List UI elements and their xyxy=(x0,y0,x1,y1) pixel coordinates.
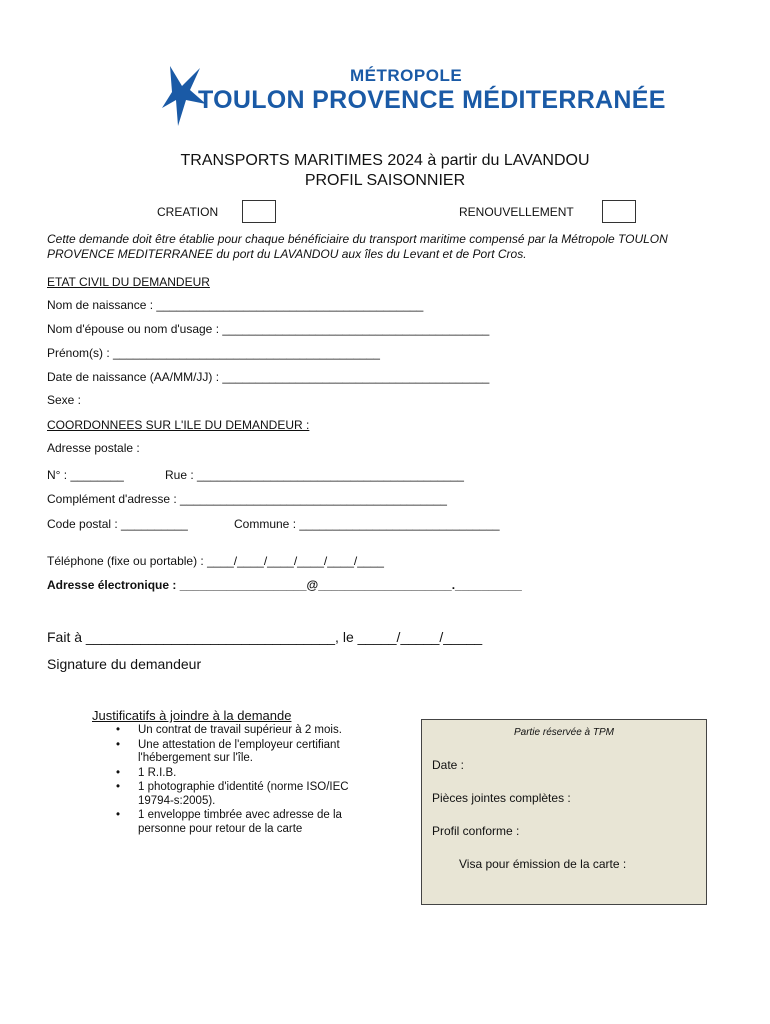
nom-naissance-field[interactable]: Nom de naissance : ________________________________________ xyxy=(47,298,424,312)
list-item: • Une attestation de l'employeur certifiant l'hébergement sur l'île. xyxy=(116,738,340,764)
creation-checkbox[interactable] xyxy=(242,200,276,223)
prenom-field[interactable]: Prénom(s) : ________________________________________ xyxy=(47,346,380,360)
logo xyxy=(160,62,666,132)
renouvellement-label: RENOUVELLEMENT xyxy=(459,205,574,219)
sexe-field[interactable]: Sexe : xyxy=(47,393,82,407)
justificatifs-heading: Justificatifs à joindre à la demande xyxy=(92,708,292,723)
tpm-date-label: Date : xyxy=(432,758,465,772)
list-item: • 1 enveloppe timbrée avec adresse de la personne pour retour de la carte xyxy=(116,809,342,835)
justificatifs-list xyxy=(112,724,362,837)
tpm-profil-label: Profil conforme : xyxy=(432,824,520,838)
complement-field[interactable]: Complément d'adresse : ________________________________________ xyxy=(47,492,447,506)
etat-civil-heading: ETAT CIVIL DU DEMANDEUR xyxy=(47,275,210,289)
intro-text: Cette demande doit être établie pour chaque bénéficiaire du transport maritime compensé par la Métropole TOULON PROVENCE MEDITERRANEE du port du LAVANDOU aux îles du Levant et de Port Cros. xyxy=(47,232,668,261)
telephone-field[interactable]: Téléphone (fixe ou portable) : ____/____/____/____/____/____ xyxy=(47,554,384,568)
coordonnees-heading: COORDONNEES SUR L'ILE DU DEMANDEUR : xyxy=(47,418,310,432)
page-title: TRANSPORTS MARITIMES 2024 à partir du LAVANDOU xyxy=(180,152,590,169)
nom-epouse-field[interactable]: Nom d'épouse ou nom d'usage : ________________________________________ xyxy=(47,322,490,336)
renouvellement-checkbox[interactable] xyxy=(602,200,636,223)
tpm-caption: Partie réservée à TPM xyxy=(513,727,615,738)
tpm-reserved-box xyxy=(421,719,707,905)
page-subtitle: PROFIL SAISONNIER xyxy=(304,172,466,189)
list-item: • 1 R.I.B. xyxy=(116,766,177,779)
creation-label: CREATION xyxy=(157,205,219,219)
logo-main-text: TOULON PROVENCE MÉDITERRANÉE xyxy=(198,86,666,114)
numero-field[interactable]: N° : ________ xyxy=(47,468,124,482)
email-field[interactable]: Adresse électronique : ___________________@____________________.__________ xyxy=(47,578,522,592)
fait-a-field[interactable]: Fait à ________________________________, le _____/_____/_____ xyxy=(47,629,483,645)
code-postal-field[interactable]: Code postal : __________ xyxy=(47,517,188,531)
rue-field[interactable]: Rue : ________________________________________ xyxy=(165,468,464,482)
tpm-pieces-label: Pièces jointes complètes : xyxy=(432,791,571,805)
list-item: • 1 photographie d'identité (norme ISO/IEC 19794-s:2005). xyxy=(116,781,349,807)
tpm-visa-label: Visa pour émission de la carte : xyxy=(459,857,627,871)
adresse-postale-label: Adresse postale : xyxy=(47,441,140,455)
commune-field[interactable]: Commune : ______________________________ xyxy=(234,517,500,531)
signature-label: Signature du demandeur xyxy=(47,656,202,672)
list-item: • Un contrat de travail supérieur à 2 mois. xyxy=(116,724,342,736)
date-naissance-field[interactable]: Date de naissance (AA/MM/JJ) : ________________________________________ xyxy=(47,370,490,384)
logo-metropole-text: MÉTROPOLE xyxy=(350,66,463,85)
